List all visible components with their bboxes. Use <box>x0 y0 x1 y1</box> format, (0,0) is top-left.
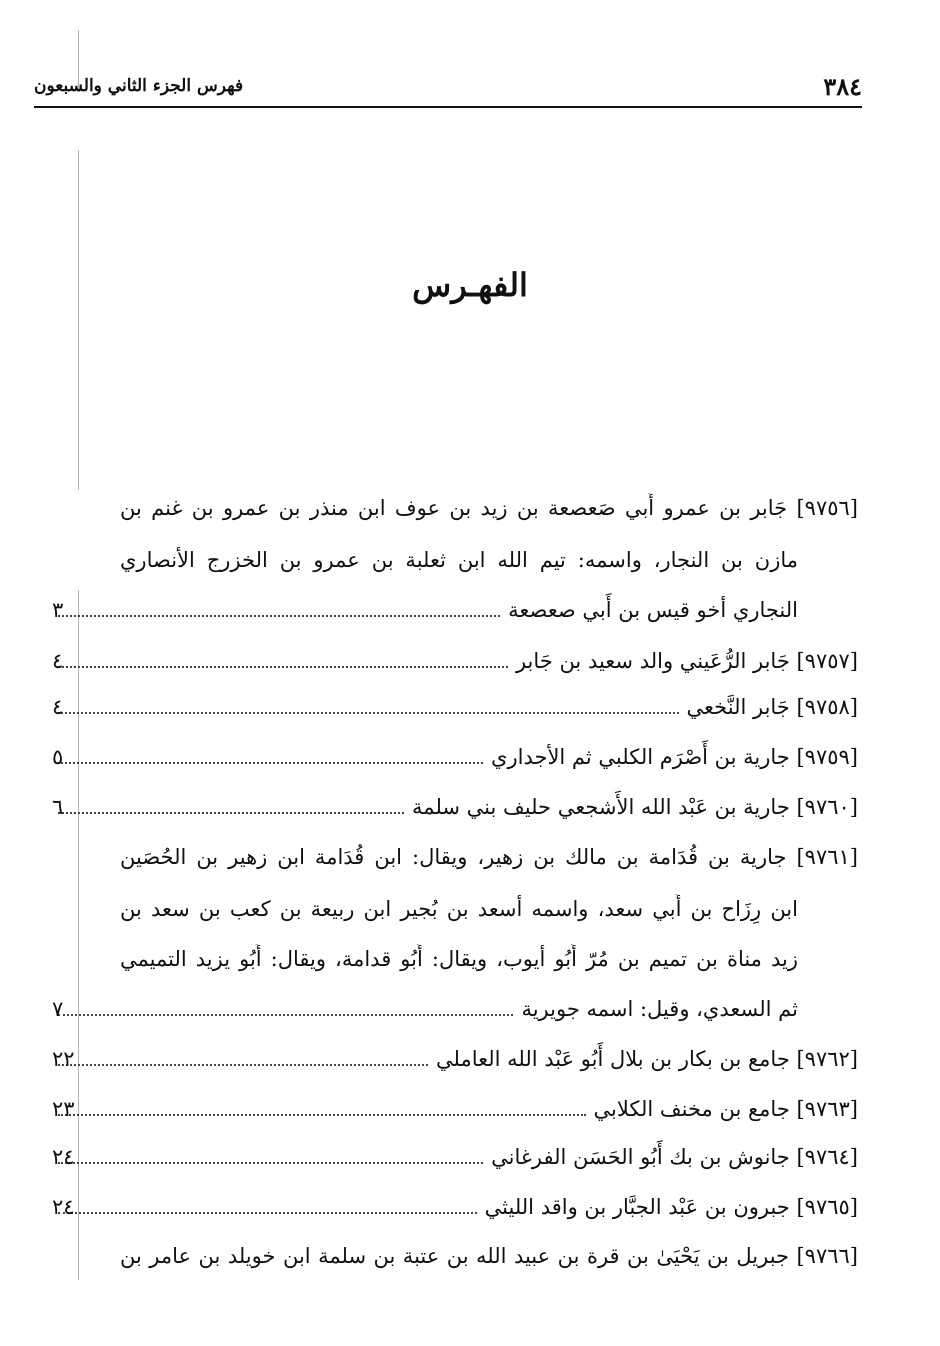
entry-line: [٩٧٦٥] جبرون بن عَبْد الجبَّار بن واقد الليثي <box>484 1195 858 1219</box>
entry-line: [٩٧٦٦] جبريل بن يَحْيَىٰ بن قرة بن عبيد الله بن عتبة بن سلمة ابن خويلد بن عامر بن <box>120 1244 858 1268</box>
dot-leader <box>58 1064 428 1066</box>
entry-line: [٩٧٥٩] جارية بن أَصْرَم الكلبي ثم الأجداري <box>491 745 858 769</box>
entry-line: [٩٧٦١] جارية بن قُدَامة بن مالك بن زهير، ويقال: ابن قُدَامة ابن زهير بن الحُصَين <box>120 845 858 869</box>
entry-line: [٩٧٥٧] جَابر الرُّعَيني والد سعيد بن جَابر <box>515 649 858 673</box>
dot-leader <box>58 762 483 764</box>
entry-page-number: ٢٤ <box>52 1145 75 1169</box>
entry-page-number: ٤ <box>52 649 64 673</box>
dot-leader <box>58 1162 483 1164</box>
entry-page-number: ٧ <box>52 997 64 1021</box>
entry-line-dotted <box>58 994 798 1024</box>
dot-leader <box>58 615 500 617</box>
dot-leader <box>58 1114 586 1116</box>
entry-line: [٩٧٦٤] جانوش بن بك أَبُو الحَسَن الفرغاني <box>491 1145 858 1169</box>
entry-line-dotted <box>58 1142 858 1172</box>
dot-leader <box>58 666 508 668</box>
dot-leader <box>58 812 404 814</box>
entry-line: زيد مناة بن تميم بن مُرّ أَبُو أيوب، ويقال: أَبُو قدامة، ويقال: أَبُو يزيد التميمي <box>120 947 798 971</box>
entry-line: ابن رِزَاح بن أَبي سعد، واسمه أسعد بن بُجير ابن ربيعة بن كعب بن سعد بن <box>120 897 798 921</box>
running-title: فهرس الجزء الثاني والسبعون <box>34 76 244 96</box>
entry-line-dotted <box>58 792 858 822</box>
page-title: الفهـرس <box>412 266 528 304</box>
entry-line: [٩٧٥٦] جَابر بن عمرو أَبي صَعصعة بن زيد بن عوف ابن منذر بن عمرو بن غنم بن <box>120 496 858 520</box>
entry-line-dotted <box>58 646 858 676</box>
entry-line: ثم السعدي، وقيل: اسمه جويرية <box>521 997 798 1021</box>
dot-leader <box>58 712 679 714</box>
entry-line-dotted <box>58 1044 858 1074</box>
entry-line: [٩٧٦٠] جارية بن عَبْد الله الأَشجعي حليف بني سلمة <box>412 795 858 819</box>
entry-line-dotted <box>58 692 858 722</box>
entry-line: مازن بن النجار، واسمه: تيم الله ابن ثعلبة بن عمرو بن الخزرج الأنصاري <box>120 548 798 572</box>
dot-leader <box>58 1014 513 1016</box>
dot-leader <box>58 1212 477 1214</box>
entry-line-dotted <box>58 1094 858 1124</box>
entry-line-dotted <box>58 595 798 625</box>
entry-line: [٩٧٦٣] جامع بن مخنف الكلابي <box>593 1097 858 1121</box>
entry-page-number: ٢٣ <box>52 1097 75 1121</box>
page-number: ٣٨٤ <box>823 72 862 101</box>
entry-line: [٩٧٦٢] جامع بن بكار بن بلال أَبُو عَبْد الله العاملي <box>435 1047 858 1071</box>
entry-line: النجاري أخو قيس بن أَبي صعصعة <box>508 598 798 622</box>
entry-line-dotted <box>58 1192 858 1222</box>
entry-page-number: ٤ <box>52 695 64 719</box>
entry-line-dotted <box>58 742 858 772</box>
entry-page-number: ٥ <box>52 745 64 769</box>
entry-page-number: ٢٤ <box>52 1195 75 1219</box>
entry-line: [٩٧٥٨] جَابر النَّخعي <box>686 695 858 719</box>
entry-page-number: ٢٢ <box>52 1047 75 1071</box>
entry-page-number: ٦ <box>52 795 64 819</box>
entry-page-number: ٣ <box>52 598 64 622</box>
